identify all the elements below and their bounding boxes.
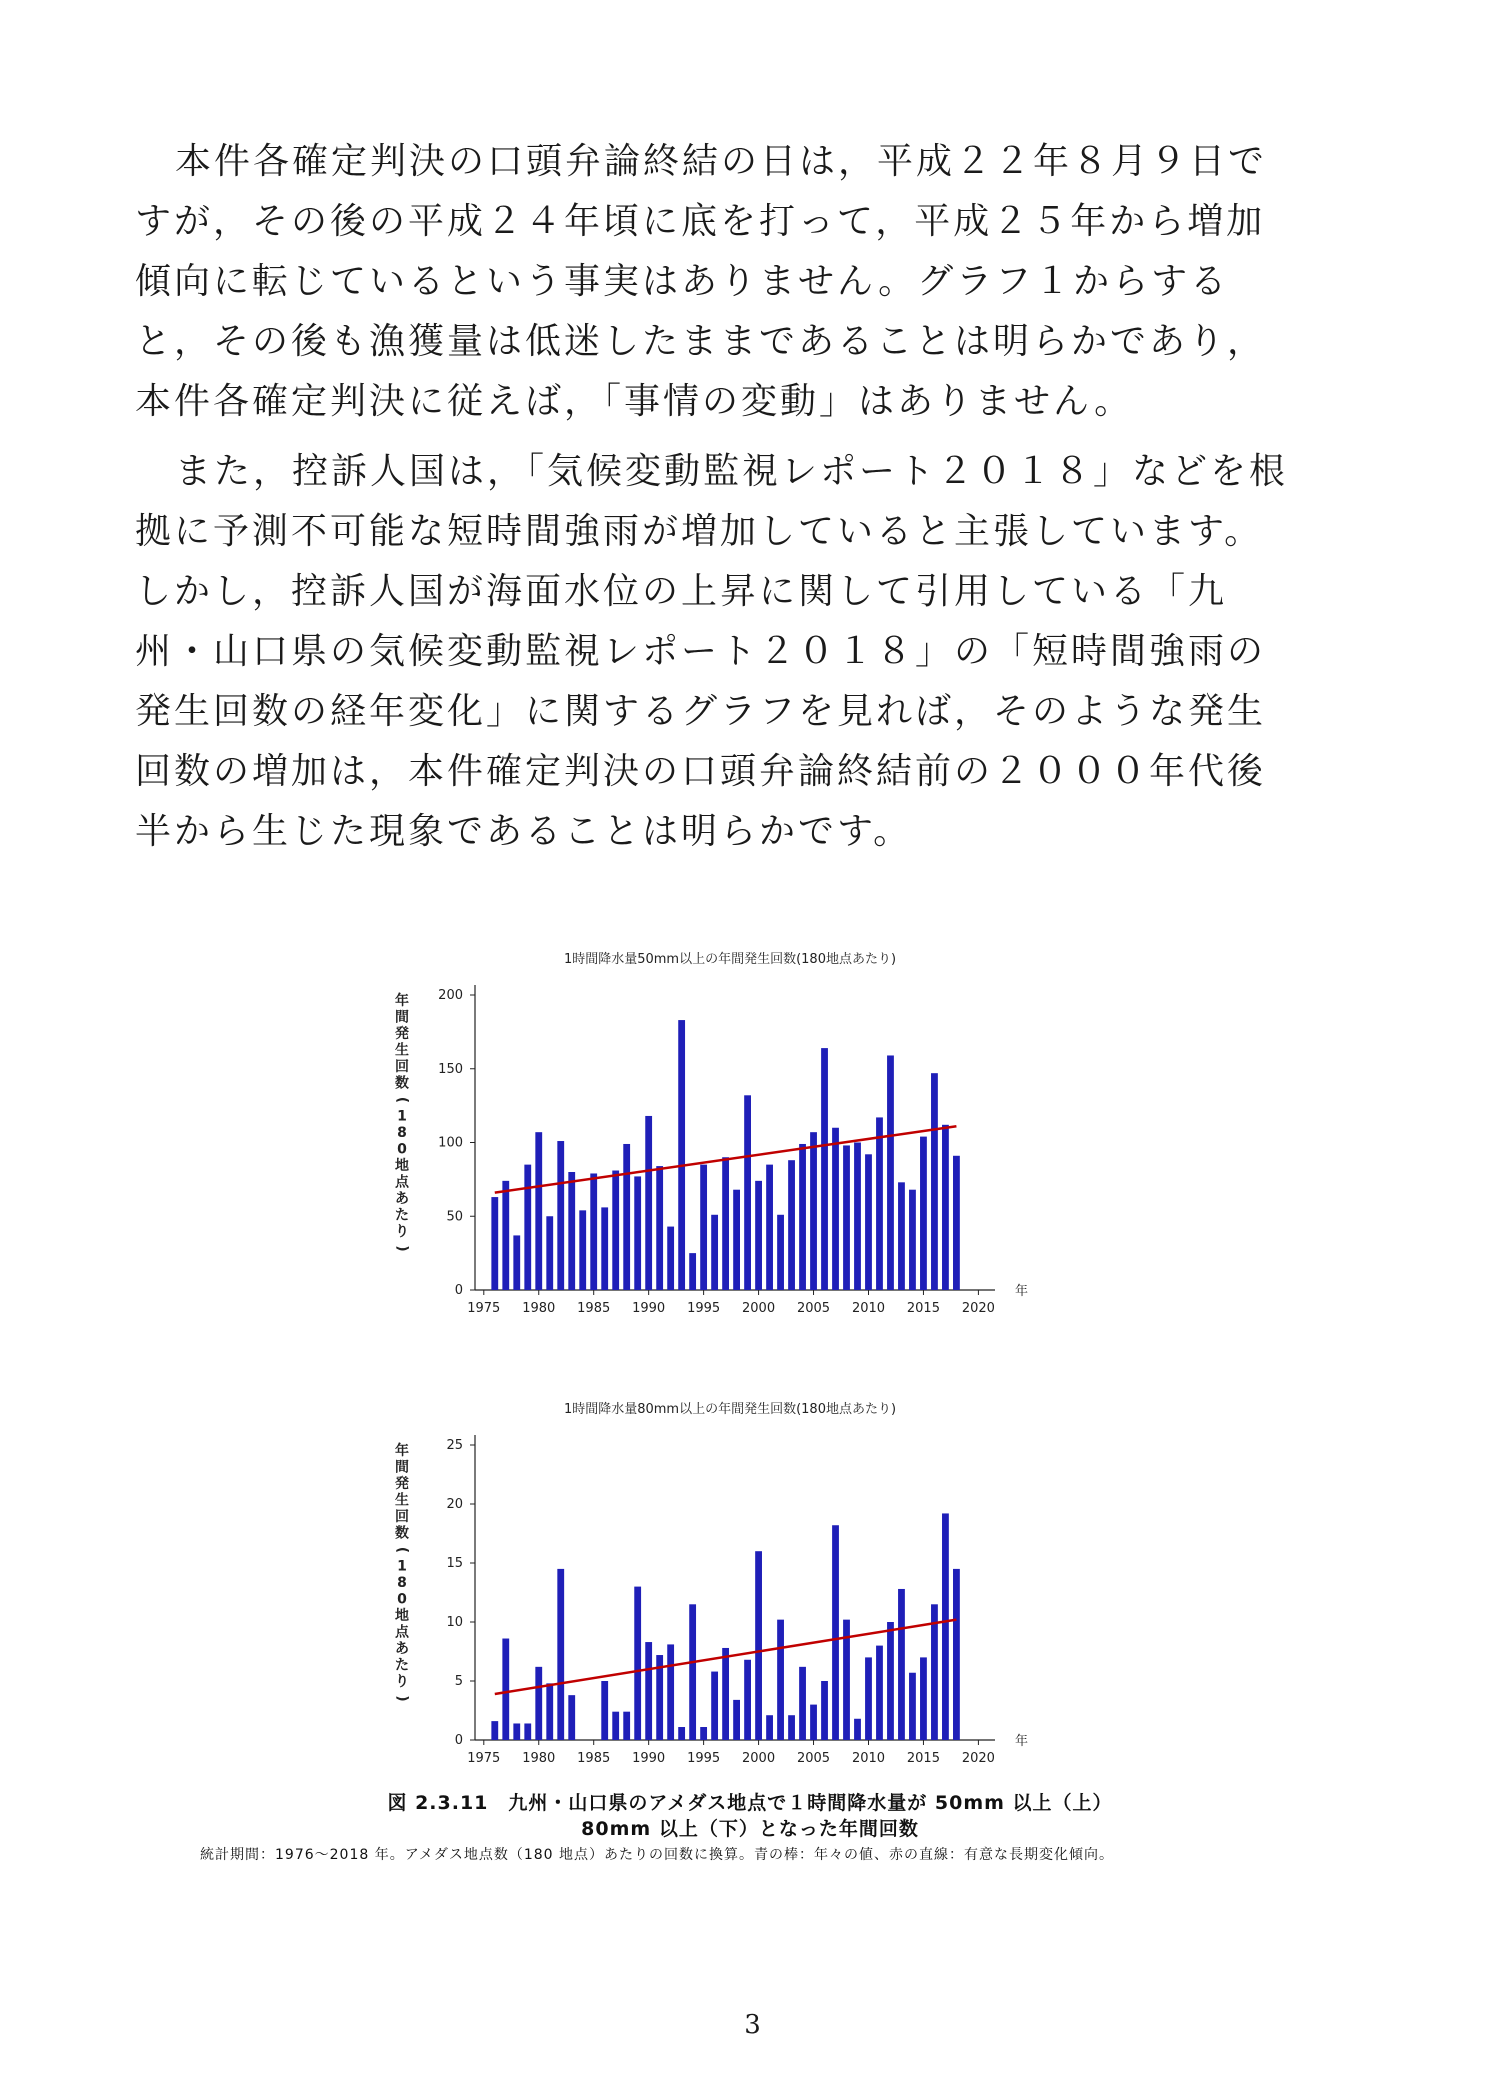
chart-80mm-bar <box>865 1657 872 1740</box>
chart-50mm-bar <box>821 1048 828 1290</box>
chart-80mm-xtick-label: 1975 <box>467 1751 501 1766</box>
chart-80mm-bar <box>766 1715 773 1740</box>
chart-80mm-ytick-label: 0 <box>454 1733 463 1748</box>
chart-50mm-ylabel-char: り <box>395 1224 409 1240</box>
chart-80mm-svg <box>380 1395 1140 1775</box>
chart-80mm-bar <box>898 1589 905 1740</box>
chart-80mm-title: 1時間降水量80mm以上の年間発生回数(180地点あたり) <box>563 1402 897 1417</box>
chart-50mm-ylabel-char: 生 <box>395 1042 409 1059</box>
chart-80mm-bar <box>755 1551 762 1740</box>
chart-50mm-bar <box>887 1055 894 1290</box>
chart-50mm-svg <box>380 945 1140 1330</box>
chart-50mm-bar <box>931 1073 938 1290</box>
chart-80mm-bar <box>557 1569 564 1740</box>
chart-50mm-bar <box>777 1215 784 1290</box>
chart-50mm-bar <box>700 1165 707 1290</box>
chart-50mm-ylabel-char: た <box>395 1207 409 1224</box>
chart-50mm-bar <box>909 1190 916 1290</box>
chart-80mm-ylabel-char: た <box>395 1657 409 1674</box>
chart-50mm-xtick-label: 2020 <box>961 1301 995 1316</box>
chart-50mm-ytick-label: 50 <box>446 1209 463 1225</box>
chart-50mm-xtick-label: 1985 <box>577 1301 611 1316</box>
chart-80mm-xtick-label: 2000 <box>742 1751 776 1766</box>
chart-50mm-ytick-label: 0 <box>454 1283 463 1298</box>
chart-50mm-bar <box>645 1116 652 1290</box>
chart-50mm-ylabel-char: 発 <box>395 1026 409 1042</box>
chart-80mm-bar <box>953 1569 960 1740</box>
chart-50mm-ylabel-char: 0 <box>397 1141 407 1158</box>
chart-80mm-xtick-label: 1995 <box>687 1751 721 1766</box>
paragraph-2: また，控訴人国は，「気候変動監視レポート２０１８」などを根拠に予測不可能な短時間強雨が増加していると主張しています。しかし，控訴人国が海面水位の上昇に関して引用している「九州・山口県の気候変動監視レポート２０１８」の「短時間強雨の発生回数の経年変化」に関するグラフを見れば，そのような発生回数の増加は，本件確定判決の口頭弁論終結前の２０００年代後半から生じた現象であることは明らかです。 <box>135 451 1289 852</box>
chart-50mm-bar <box>810 1132 817 1290</box>
chart-50mm-bar <box>535 1132 542 1290</box>
chart-50mm-bar <box>744 1095 751 1290</box>
chart-80mm-bar <box>744 1660 751 1740</box>
chart-50mm-ylabel-char: 数 <box>395 1075 409 1092</box>
chart-50mm-xtick-label: 2010 <box>851 1301 886 1316</box>
chart-50mm-xlabel: 年 <box>1015 1284 1029 1299</box>
chart-50mm-bar <box>502 1181 509 1290</box>
chart-50mm-bar <box>799 1144 806 1290</box>
chart-80mm-ylabel-char: ( <box>394 1546 410 1554</box>
chart-50mm-bar <box>865 1154 872 1290</box>
chart-50mm-bar <box>656 1166 663 1290</box>
chart-80mm-ytick-label: 20 <box>446 1497 463 1512</box>
chart-80mm-ytick-label: 25 <box>446 1438 463 1453</box>
chart-50mm-bar <box>832 1128 839 1290</box>
chart-80mm-bar <box>733 1700 740 1740</box>
chart-80mm-bar <box>678 1727 685 1740</box>
chart-80mm-xtick-label: 2020 <box>961 1751 995 1766</box>
chart-50mm-bar <box>557 1141 564 1290</box>
chart-80mm-ylabel-char: あ <box>395 1641 409 1657</box>
chart-80mm-xtick-label: 2005 <box>796 1751 831 1766</box>
chart-50mm-ylabel-char: ( <box>394 1096 410 1104</box>
chart-50mm-ylabel-char: 間 <box>395 1009 409 1026</box>
chart-80mm-bar <box>535 1667 542 1740</box>
chart-50mm-bar <box>612 1171 619 1290</box>
chart-80mm-bar <box>568 1695 575 1740</box>
chart-50mm-bar <box>601 1207 608 1290</box>
chart-50mm-bar <box>843 1145 850 1290</box>
chart-80mm-bar <box>777 1620 784 1740</box>
chart-50mm-bar <box>733 1190 740 1290</box>
chart-80mm-ylabel-char: 発 <box>395 1476 409 1492</box>
chart-80mm-bar <box>887 1622 894 1740</box>
chart-50mm-ylabel-char: 年 <box>395 993 409 1009</box>
chart-50mm-bar <box>876 1117 883 1290</box>
figure-caption <box>200 1790 1300 1866</box>
chart-80mm-bar <box>513 1723 520 1740</box>
chart-80mm-ylabel-char: 8 <box>397 1575 407 1591</box>
chart-80mm-ylabel-char: 地 <box>395 1608 409 1624</box>
chart-80mm-bar <box>502 1639 509 1740</box>
caption-line-1: 図 2.3.11 九州・山口県のアメダス地点で１時間降水量が 50mm 以上（上） <box>387 1792 1113 1814</box>
chart-80mm-bar <box>689 1604 696 1740</box>
chart-80mm-bar <box>524 1723 531 1740</box>
chart-80mm-xlabel: 年 <box>1015 1734 1029 1749</box>
paragraph-1: 本件各確定判決の口頭弁論終結の日は，平成２２年８月９日ですが，その後の平成２４年頃に底を打って，平成２５年から増加傾向に転じているという事実はありません。グラフ１からすると，その後も漁獲量は低迷したままであることは明らかであり，本件各確定判決に従えば，「事情の変動」はありません。 <box>135 141 1268 422</box>
chart-50mm-bar <box>920 1137 927 1290</box>
chart-50mm-ylabel-char: あ <box>395 1191 409 1207</box>
chart-50mm-bar <box>513 1235 520 1290</box>
chart-80mm-ylabel-char: 生 <box>395 1492 409 1509</box>
chart-50mm-bar <box>854 1143 861 1291</box>
chart-80mm-bar <box>601 1681 608 1740</box>
chart-80mm-xtick-label: 1985 <box>577 1751 611 1766</box>
chart-80mm-bar <box>854 1719 861 1740</box>
chart-80mm-bar <box>623 1712 630 1740</box>
caption-note: 統計期間：1976～2018 年。アメダス地点数（180 地点）あたりの回数に換算。青の棒：年々の値、赤の直線：有意な長期変化傾向。 <box>200 1847 1115 1863</box>
chart-80mm-ytick-label: 10 <box>446 1615 463 1630</box>
chart-80mm-bar <box>700 1727 707 1740</box>
chart-50mm-bar <box>546 1216 553 1290</box>
chart-80mm-bar <box>722 1648 729 1740</box>
chart-80mm-bar <box>612 1712 619 1740</box>
chart-50mm-bar <box>678 1020 685 1290</box>
chart-80mm-bar <box>634 1587 641 1740</box>
chart-50mm-bar <box>953 1156 960 1290</box>
chart-80mm-bar <box>920 1657 927 1740</box>
chart-50mm-bar <box>755 1181 762 1290</box>
chart-50mm-ylabel-char: 点 <box>395 1174 409 1191</box>
chart-80mm-xtick-label: 1980 <box>522 1751 556 1766</box>
chart-50mm-xtick-label: 1980 <box>522 1301 556 1316</box>
chart-50mm-title: 1時間降水量50mm以上の年間発生回数(180地点あたり) <box>563 952 897 967</box>
chart-50mm-ylabel-char: 回 <box>395 1059 409 1075</box>
chart-50mm-bar <box>788 1160 795 1290</box>
chart-50mm-bar <box>766 1165 773 1290</box>
chart-50mm-xtick-label: 1975 <box>467 1301 501 1316</box>
chart-80mm-bar <box>876 1646 883 1740</box>
chart-80mm-ylabel-char: 1 <box>397 1558 407 1575</box>
chart-50mm-bar <box>634 1176 641 1290</box>
chart-80mm-bar <box>799 1667 806 1740</box>
chart-50mm-ylabel-char: ) <box>394 1245 410 1252</box>
chart-80mm-xtick-label: 2015 <box>906 1751 940 1766</box>
caption-line-2: 80mm 以上（下）となった年間回数 <box>581 1818 919 1840</box>
chart-80mm-xtick-label: 2010 <box>851 1751 886 1766</box>
chart-50mm-ytick-label: 150 <box>438 1061 463 1077</box>
chart-50mm-xtick-label: 1995 <box>687 1301 721 1316</box>
chart-80mm-ylabel-char: 0 <box>397 1591 407 1608</box>
chart-80mm-bar <box>942 1513 949 1740</box>
chart-80mm-bar <box>491 1721 498 1740</box>
chart-80mm-xtick-label: 1990 <box>632 1751 666 1766</box>
chart-50mm-bar <box>689 1253 696 1290</box>
chart-50mm <box>380 945 1140 1330</box>
chart-80mm-ylabel-char: 間 <box>395 1459 409 1476</box>
chart-50mm-bar <box>623 1144 630 1290</box>
chart-80mm-bar <box>645 1642 652 1740</box>
page-number: 3 <box>744 2010 761 2040</box>
chart-80mm-ylabel-char: 点 <box>395 1624 409 1641</box>
chart-50mm-bar <box>898 1182 905 1290</box>
chart-50mm-xtick-label: 2000 <box>742 1301 776 1316</box>
body-text <box>135 132 1295 862</box>
chart-50mm-ylabel-char: 1 <box>397 1108 407 1125</box>
chart-80mm-bar <box>711 1672 718 1740</box>
chart-50mm-bar <box>942 1125 949 1290</box>
chart-80mm-ytick-label: 5 <box>454 1674 463 1689</box>
chart-80mm-bar <box>909 1673 916 1740</box>
chart-50mm-bar <box>568 1172 575 1290</box>
chart-50mm-ytick-label: 200 <box>438 988 463 1003</box>
chart-50mm-xtick-label: 2005 <box>796 1301 831 1316</box>
chart-50mm-bar <box>667 1227 674 1290</box>
chart-50mm-bar <box>711 1215 718 1290</box>
chart-50mm-ytick-label: 100 <box>438 1135 463 1151</box>
chart-50mm-ylabel-char: 地 <box>395 1158 409 1174</box>
chart-80mm-bar <box>821 1681 828 1740</box>
chart-80mm-ylabel-char: 数 <box>395 1525 409 1542</box>
chart-50mm-bar <box>491 1197 498 1290</box>
chart-80mm-bar <box>810 1705 817 1740</box>
chart-50mm-bar <box>524 1165 531 1290</box>
chart-80mm <box>380 1395 1140 1775</box>
chart-50mm-bar <box>590 1173 597 1290</box>
chart-80mm-ylabel-char: 回 <box>395 1509 409 1525</box>
chart-80mm-bar <box>667 1644 674 1740</box>
chart-80mm-ylabel-char: り <box>395 1674 409 1690</box>
chart-50mm-bar <box>579 1210 586 1290</box>
chart-50mm-bar <box>722 1157 729 1290</box>
chart-80mm-ylabel-char: ) <box>394 1695 410 1702</box>
chart-80mm-ytick-label: 15 <box>446 1556 463 1571</box>
chart-80mm-bar <box>832 1525 839 1740</box>
chart-80mm-bar <box>788 1715 795 1740</box>
chart-50mm-xtick-label: 2015 <box>906 1301 940 1316</box>
chart-80mm-bar <box>546 1683 553 1740</box>
chart-50mm-xtick-label: 1990 <box>632 1301 666 1316</box>
chart-80mm-ylabel-char: 年 <box>395 1443 409 1459</box>
chart-50mm-ylabel-char: 8 <box>397 1125 407 1141</box>
